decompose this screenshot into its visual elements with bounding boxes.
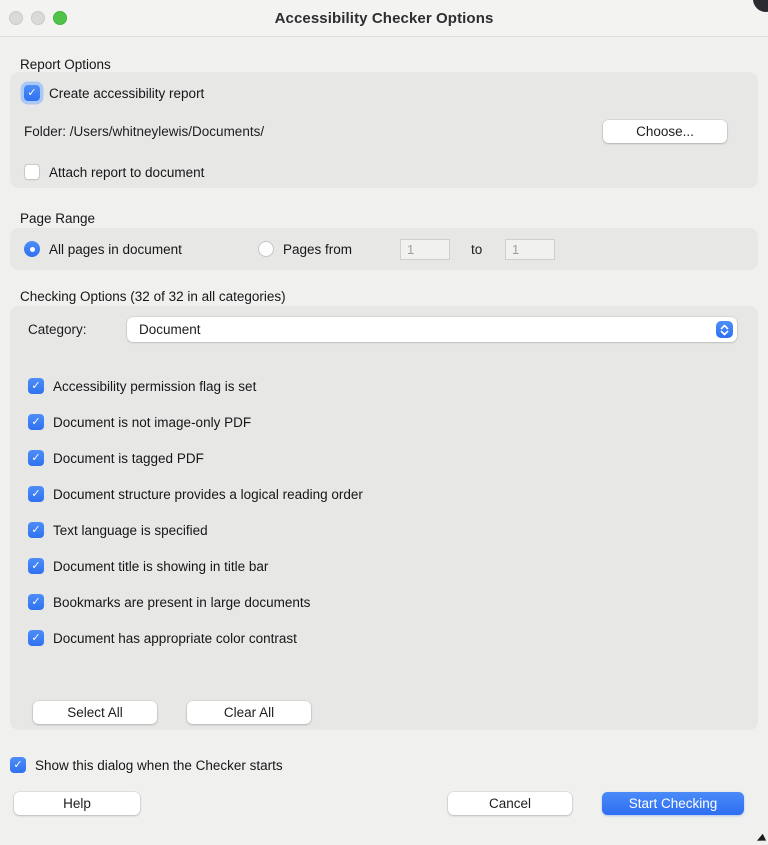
cursor-artifact: [757, 834, 768, 845]
check-checkbox[interactable]: ✓: [28, 414, 44, 430]
check-row[interactable]: [28, 522, 208, 538]
check-checkbox[interactable]: ✓: [28, 486, 44, 502]
check-row[interactable]: [28, 414, 251, 430]
check-row[interactable]: [28, 486, 363, 502]
check-label: Bookmarks are present in large documents: [53, 594, 311, 610]
window-title: Accessibility Checker Options: [274, 9, 494, 27]
show-dialog-checkbox-row[interactable]: [10, 757, 283, 773]
check-row[interactable]: [28, 594, 310, 610]
all-pages-label: All pages in document: [49, 241, 182, 257]
check-checkbox[interactable]: ✓: [28, 450, 44, 466]
create-report-checkbox[interactable]: ✓: [24, 85, 40, 101]
title-bar: [0, 0, 768, 37]
page-from-input[interactable]: 1: [400, 239, 450, 260]
check-checkbox[interactable]: ✓: [28, 522, 44, 538]
check-label: Document structure provides a logical reading order: [53, 486, 363, 502]
cancel-button[interactable]: Cancel: [448, 792, 572, 815]
page-range-to-label: to: [471, 242, 483, 257]
check-checkbox[interactable]: ✓: [28, 558, 44, 574]
attach-report-label: Attach report to document: [49, 164, 205, 180]
check-label: Document is tagged PDF: [53, 450, 204, 466]
create-report-checkbox-row[interactable]: [24, 85, 204, 101]
page-range-panel: [10, 228, 758, 270]
report-options-heading: Report Options: [20, 57, 111, 72]
check-label: Text language is specified: [53, 522, 208, 538]
start-checking-button[interactable]: Start Checking: [602, 792, 744, 815]
check-label: Document title is showing in title bar: [53, 558, 269, 574]
minimize-window-icon[interactable]: [31, 11, 45, 25]
zoom-window-icon[interactable]: [53, 11, 67, 25]
select-updown-chevron-icon: [716, 321, 733, 338]
choose-folder-button[interactable]: Choose...: [603, 120, 727, 143]
check-label: Document is not image-only PDF: [53, 414, 252, 430]
pages-from-radio-row[interactable]: [258, 241, 352, 257]
category-selected-value: Document: [139, 322, 201, 337]
report-folder-path: Folder: /Users/whitneylewis/Documents/: [24, 124, 265, 139]
check-checkbox[interactable]: ✓: [28, 378, 44, 394]
pages-from-radio[interactable]: [258, 241, 274, 257]
check-row[interactable]: [28, 558, 268, 574]
report-options-panel: [10, 72, 758, 188]
pages-from-label: Pages from: [283, 241, 353, 257]
close-window-icon[interactable]: [9, 11, 23, 25]
check-row[interactable]: [28, 378, 256, 394]
check-label: Accessibility permission flag is set: [53, 378, 257, 394]
check-row[interactable]: [28, 450, 204, 466]
all-pages-radio[interactable]: [24, 241, 40, 257]
show-dialog-checkbox[interactable]: ✓: [10, 757, 26, 773]
check-checkbox[interactable]: ✓: [28, 630, 44, 646]
create-report-label: Create accessibility report: [49, 85, 205, 101]
show-dialog-label: Show this dialog when the Checker starts: [35, 757, 283, 773]
check-row[interactable]: [28, 630, 297, 646]
all-pages-radio-row[interactable]: [24, 241, 182, 257]
select-all-button[interactable]: Select All: [33, 701, 157, 724]
checking-options-heading: Checking Options (32 of 32 in all categories): [20, 289, 286, 304]
check-label: Document has appropriate color contrast: [53, 630, 297, 646]
page-to-input[interactable]: 1: [505, 239, 555, 260]
window-controls: [9, 11, 67, 25]
help-button[interactable]: Help: [14, 792, 140, 815]
category-select[interactable]: [127, 317, 737, 342]
page-range-heading: Page Range: [20, 211, 96, 226]
checking-options-panel: [10, 306, 758, 730]
clear-all-button[interactable]: Clear All: [187, 701, 311, 724]
attach-report-checkbox-row[interactable]: [24, 164, 204, 180]
category-label: Category:: [28, 322, 87, 337]
attach-report-checkbox[interactable]: [24, 164, 40, 180]
check-checkbox[interactable]: ✓: [28, 594, 44, 610]
